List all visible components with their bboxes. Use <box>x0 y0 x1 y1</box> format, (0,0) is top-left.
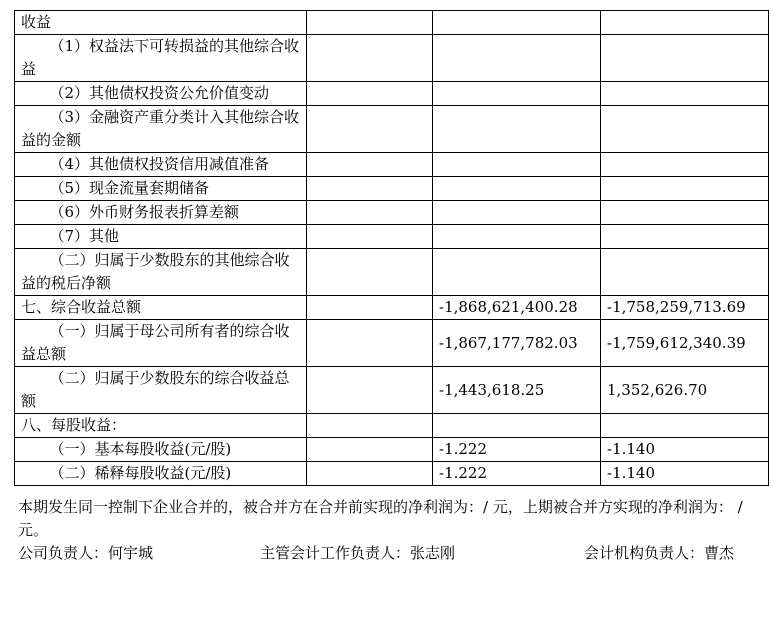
note-cell <box>307 82 433 106</box>
current-period-cell <box>433 177 601 201</box>
table-row <box>15 225 769 249</box>
prior-period-cell: -1,758,259,713.69 <box>601 296 769 320</box>
table-row <box>15 320 769 367</box>
note-cell <box>307 201 433 225</box>
table-row <box>15 82 769 106</box>
prior-period-cell <box>601 201 769 225</box>
note-cell <box>307 11 433 35</box>
current-period-cell <box>433 35 601 82</box>
row-label: （二）稀释每股收益(元/股) <box>15 462 307 486</box>
row-label: （1）权益法下可转损益的其他综合收益 <box>15 35 307 82</box>
table-row <box>15 153 769 177</box>
prior-period-cell: -1.140 <box>601 438 769 462</box>
table-row <box>15 11 769 35</box>
note-cell <box>307 177 433 201</box>
row-label: 收益 <box>15 11 307 35</box>
note-cell <box>307 153 433 177</box>
note-cell <box>307 414 433 438</box>
table-row <box>15 462 769 486</box>
row-label: 八、每股收益： <box>15 414 307 438</box>
prior-period-cell <box>601 225 769 249</box>
note-cell <box>307 296 433 320</box>
prior-period-cell <box>601 11 769 35</box>
table-row <box>15 438 769 462</box>
row-label: （一）归属于母公司所有者的综合收益总额 <box>15 320 307 367</box>
table-row <box>15 106 769 153</box>
current-period-cell <box>433 106 601 153</box>
row-label: （5）现金流量套期储备 <box>15 177 307 201</box>
accounting-head-signer: 主管会计工作负责人：张志刚 <box>260 544 456 562</box>
current-period-cell: -1,867,177,782.03 <box>433 320 601 367</box>
income-statement-table <box>14 10 769 486</box>
income-statement-body <box>15 11 769 486</box>
current-period-cell <box>433 414 601 438</box>
table-row <box>15 177 769 201</box>
note-cell <box>307 249 433 296</box>
table-row <box>15 249 769 296</box>
row-label: （二）归属于少数股东的其他综合收益的税后净额 <box>15 249 307 296</box>
current-period-cell: -1,443,618.25 <box>433 367 601 414</box>
row-label: （二）归属于少数股东的综合收益总额 <box>15 367 307 414</box>
note-cell <box>307 320 433 367</box>
row-label: （4）其他债权投资信用减值准备 <box>15 153 307 177</box>
current-period-cell <box>433 11 601 35</box>
note-cell <box>307 367 433 414</box>
note-cell <box>307 438 433 462</box>
current-period-cell: -1.222 <box>433 438 601 462</box>
merger-net-profit-note: 本期发生同一控制下企业合并的，被合并方在合并前实现的净利润为：/ 元，上期被合并方实现的净利润为： / 元。 <box>18 498 743 539</box>
note-cell <box>307 225 433 249</box>
prior-period-cell: -1.140 <box>601 462 769 486</box>
table-row <box>15 201 769 225</box>
current-period-cell <box>433 201 601 225</box>
table-row <box>15 296 769 320</box>
row-label: （6）外币财务报表折算差额 <box>15 201 307 225</box>
note-cell <box>307 35 433 82</box>
prior-period-cell <box>601 82 769 106</box>
current-period-cell <box>433 153 601 177</box>
note-cell <box>307 462 433 486</box>
prior-period-cell: 1,352,626.70 <box>601 367 769 414</box>
prior-period-cell <box>601 106 769 153</box>
prior-period-cell <box>601 153 769 177</box>
current-period-cell: -1.222 <box>433 462 601 486</box>
table-row <box>15 367 769 414</box>
row-label: （7）其他 <box>15 225 307 249</box>
current-period-cell <box>433 249 601 296</box>
row-label: 七、综合收益总额 <box>15 296 307 320</box>
table-row <box>15 414 769 438</box>
row-label: （3）金融资产重分类计入其他综合收益的金额 <box>15 106 307 153</box>
prior-period-cell <box>601 249 769 296</box>
signature-line <box>18 542 766 565</box>
current-period-cell <box>433 225 601 249</box>
prior-period-cell: -1,759,612,340.39 <box>601 320 769 367</box>
prior-period-cell <box>601 177 769 201</box>
prior-period-cell <box>601 35 769 82</box>
table-row <box>15 35 769 82</box>
current-period-cell <box>433 82 601 106</box>
accounting-dept-head-signer: 会计机构负责人：曹杰 <box>584 544 735 562</box>
company-head-signer: 公司负责人：何宇城 <box>18 544 154 562</box>
row-label: （2）其他债权投资公允价值变动 <box>15 82 307 106</box>
prior-period-cell <box>601 414 769 438</box>
row-label: （一）基本每股收益(元/股) <box>15 438 307 462</box>
note-cell <box>307 106 433 153</box>
current-period-cell: -1,868,621,400.28 <box>433 296 601 320</box>
